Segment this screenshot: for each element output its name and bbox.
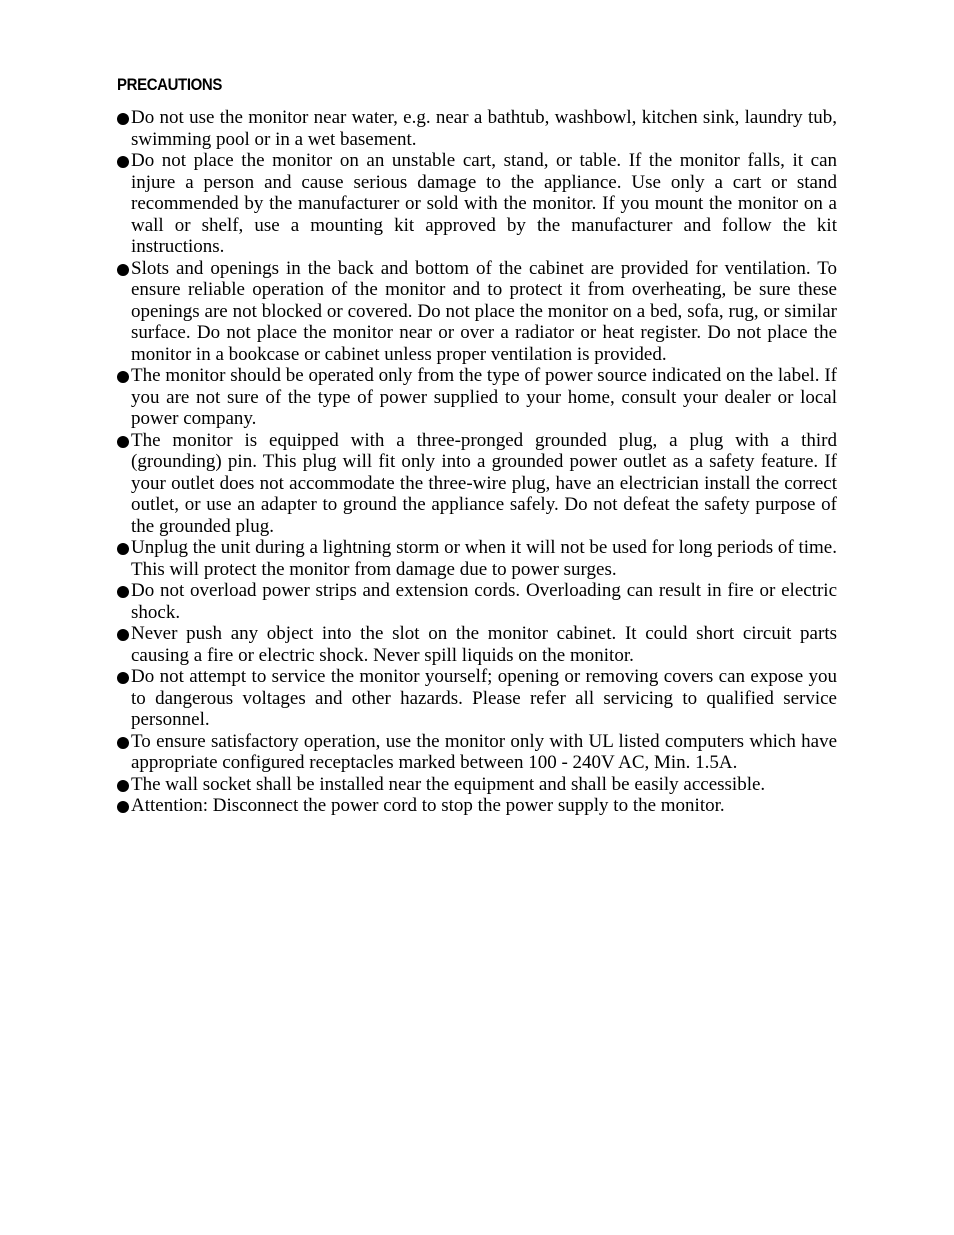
list-item-text: Do not place the monitor on an unstable cart, stand, or table. If the monitor falls, it can injure a person and cause serious damage to the appliance. Use only a cart or stand recommended by the manufacturer or sold with the monitor. If you mount the monitor on a wall or shelf, use a mounting kit approved by the manufacturer and follow the kit instructions. (131, 150, 837, 257)
list-item-text: Do not use the monitor near water, e.g. near a bathtub, washbowl, kitchen sink, laundry tub, swimming pool or in a wet basement. (131, 107, 837, 150)
list-item-text: The monitor should be operated only from the type of power source indicated on the label. If you are not sure of the type of power supplied to your home, consult your dealer or local power company. (131, 365, 837, 429)
list-item-text: Never push any object into the slot on the monitor cabinet. It could short circuit parts causing a fire or electric shock. Never spill liquids on the monitor. (131, 623, 837, 666)
list-item (117, 731, 837, 774)
list-item (117, 580, 837, 623)
bullet-icon (117, 264, 129, 276)
list-item (117, 365, 837, 430)
list-item (117, 430, 837, 538)
list-item-text: Unplug the unit during a lightning storm or when it will not be used for long periods of time. This will protect the monitor from damage due to power surges. (131, 537, 837, 580)
precautions-list (117, 107, 837, 817)
list-item-text: The wall socket shall be installed near the equipment and shall be easily accessible. (131, 773, 766, 795)
list-item (117, 666, 837, 731)
list-item-text: Slots and openings in the back and bottom of the cabinet are provided for ventilation. To ensure reliable operation of the monitor and to protect it from overheating, be sure these openings are not blocked or covered. Do not place the monitor on a bed, sofa, rug, or similar surface. Do not place the monitor near or over a radiator or heat register. Do not place the monitor in a bookcase or cabinet unless proper ventilation is provided. (131, 257, 837, 365)
list-item (117, 107, 837, 150)
bullet-icon (117, 586, 129, 598)
bullet-icon (117, 629, 129, 641)
bullet-icon (117, 113, 129, 125)
list-item (117, 537, 837, 580)
list-item-text: Attention: Disconnect the power cord to stop the power supply to the monitor. (131, 795, 725, 816)
list-item (117, 150, 837, 258)
list-item (117, 774, 837, 796)
list-item-text: The monitor is equipped with a three-pronged grounded plug, a plug with a third (grounding) pin. This plug will fit only into a grounded power outlet as a safety feature. If your outlet does not accommodate the three-wire plug, have an electrician install the correct outlet, or use an adapter to ground the appliance safely. Do not defeat the safety purpose of the grounded plug. (131, 429, 837, 537)
list-item (117, 258, 837, 366)
bullet-icon (117, 543, 129, 555)
bullet-icon (117, 156, 129, 168)
list-item-text: To ensure satisfactory operation, use the monitor only with UL listed computers which have appropriate configured receptacles marked between 100 - 240V AC, Min. 1.5A. (131, 730, 837, 773)
list-item (117, 623, 837, 666)
list-item-text: Do not attempt to service the monitor yourself; opening or removing covers can expose you to dangerous voltages and other hazards. Please refer all servicing to qualified service personnel. (131, 666, 837, 730)
bullet-icon (117, 672, 129, 684)
section-heading: PRECAUTIONS (117, 75, 223, 94)
bullet-icon (117, 436, 129, 448)
bullet-icon (117, 801, 129, 813)
bullet-icon (117, 737, 129, 749)
bullet-icon (117, 780, 129, 792)
bullet-icon (117, 371, 129, 383)
list-item (117, 795, 837, 817)
list-item-text: Do not overload power strips and extension cords. Overloading can result in fire or electric shock. (131, 580, 837, 623)
